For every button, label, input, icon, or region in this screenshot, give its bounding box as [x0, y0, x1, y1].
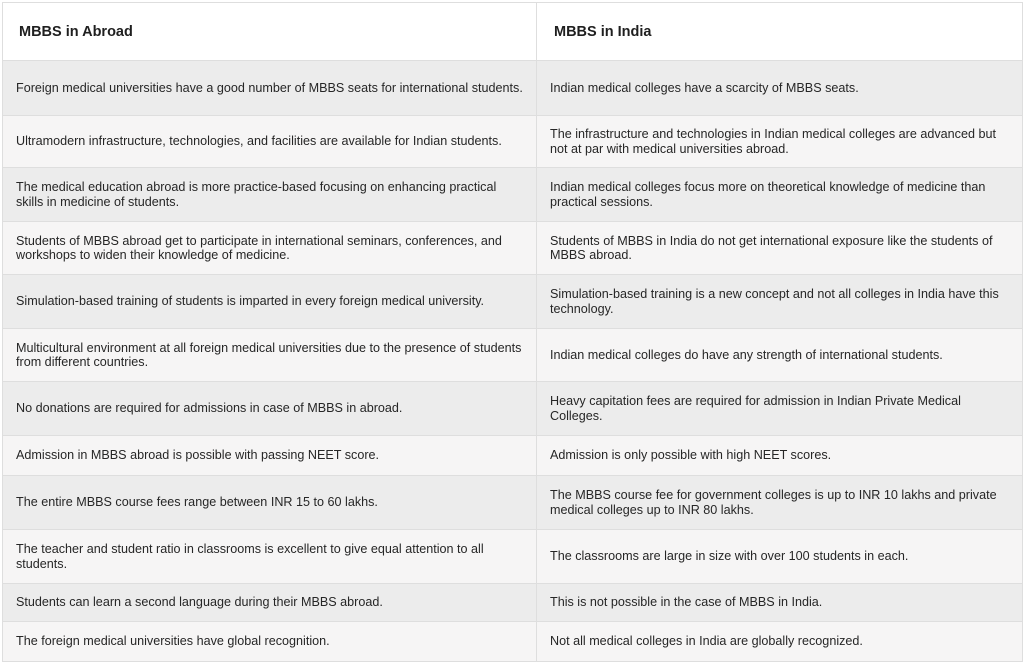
cell-india: Heavy capitation fees are required for admission in Indian Private Medical Colleges.: [537, 382, 1023, 436]
cell-india: This is not possible in the case of MBBS in India.: [537, 584, 1023, 622]
table-row: [3, 530, 1023, 584]
table-row: [3, 61, 1023, 116]
table-row: [3, 476, 1023, 530]
table-body: [3, 61, 1023, 662]
column-header-india: MBBS in India: [537, 3, 1023, 61]
cell-india: Indian medical colleges focus more on theoretical knowledge of medicine than practical sessions.: [537, 168, 1023, 222]
cell-abroad: The medical education abroad is more practice-based focusing on enhancing practical skills in medicine of students.: [3, 168, 537, 222]
cell-india: Not all medical colleges in India are globally recognized.: [537, 622, 1023, 662]
table-row: [3, 382, 1023, 436]
cell-abroad: No donations are required for admissions in case of MBBS in abroad.: [3, 382, 537, 436]
cell-abroad: The foreign medical universities have global recognition.: [3, 622, 537, 662]
column-header-abroad: MBBS in Abroad: [3, 3, 537, 61]
cell-india: Admission is only possible with high NEET scores.: [537, 436, 1023, 476]
cell-india: Students of MBBS in India do not get international exposure like the students of MBBS abroad.: [537, 222, 1023, 275]
cell-abroad: Foreign medical universities have a good number of MBBS seats for international students.: [3, 61, 537, 116]
table-row: [3, 622, 1023, 662]
cell-india: Simulation-based training is a new concept and not all colleges in India have this technology.: [537, 275, 1023, 329]
table-row: [3, 584, 1023, 622]
cell-abroad: Students of MBBS abroad get to participate in international seminars, conferences, and workshops to widen their knowledge of medicine.: [3, 222, 537, 275]
cell-india: The classrooms are large in size with over 100 students in each.: [537, 530, 1023, 584]
table-row: [3, 329, 1023, 382]
cell-india: Indian medical colleges do have any strength of international students.: [537, 329, 1023, 382]
cell-abroad: Simulation-based training of students is imparted in every foreign medical university.: [3, 275, 537, 329]
cell-india: Indian medical colleges have a scarcity of MBBS seats.: [537, 61, 1023, 116]
cell-abroad: The teacher and student ratio in classrooms is excellent to give equal attention to all students.: [3, 530, 537, 584]
cell-india: The MBBS course fee for government colleges is up to INR 10 lakhs and private medical colleges up to INR 80 lakhs.: [537, 476, 1023, 530]
cell-abroad: Multicultural environment at all foreign medical universities due to the presence of students from different countries.: [3, 329, 537, 382]
cell-abroad: The entire MBBS course fees range between INR 15 to 60 lakhs.: [3, 476, 537, 530]
comparison-table: [2, 2, 1023, 662]
table-row: [3, 168, 1023, 222]
cell-india: The infrastructure and technologies in Indian medical colleges are advanced but not at par with medical universities abroad.: [537, 116, 1023, 168]
table-row: [3, 436, 1023, 476]
cell-abroad: Students can learn a second language during their MBBS abroad.: [3, 584, 537, 622]
table-header-row: [3, 3, 1023, 61]
cell-abroad: Admission in MBBS abroad is possible with passing NEET score.: [3, 436, 537, 476]
table-row: [3, 275, 1023, 329]
table-row: [3, 222, 1023, 275]
table-row: [3, 116, 1023, 168]
cell-abroad: Ultramodern infrastructure, technologies, and facilities are available for Indian students.: [3, 116, 537, 168]
